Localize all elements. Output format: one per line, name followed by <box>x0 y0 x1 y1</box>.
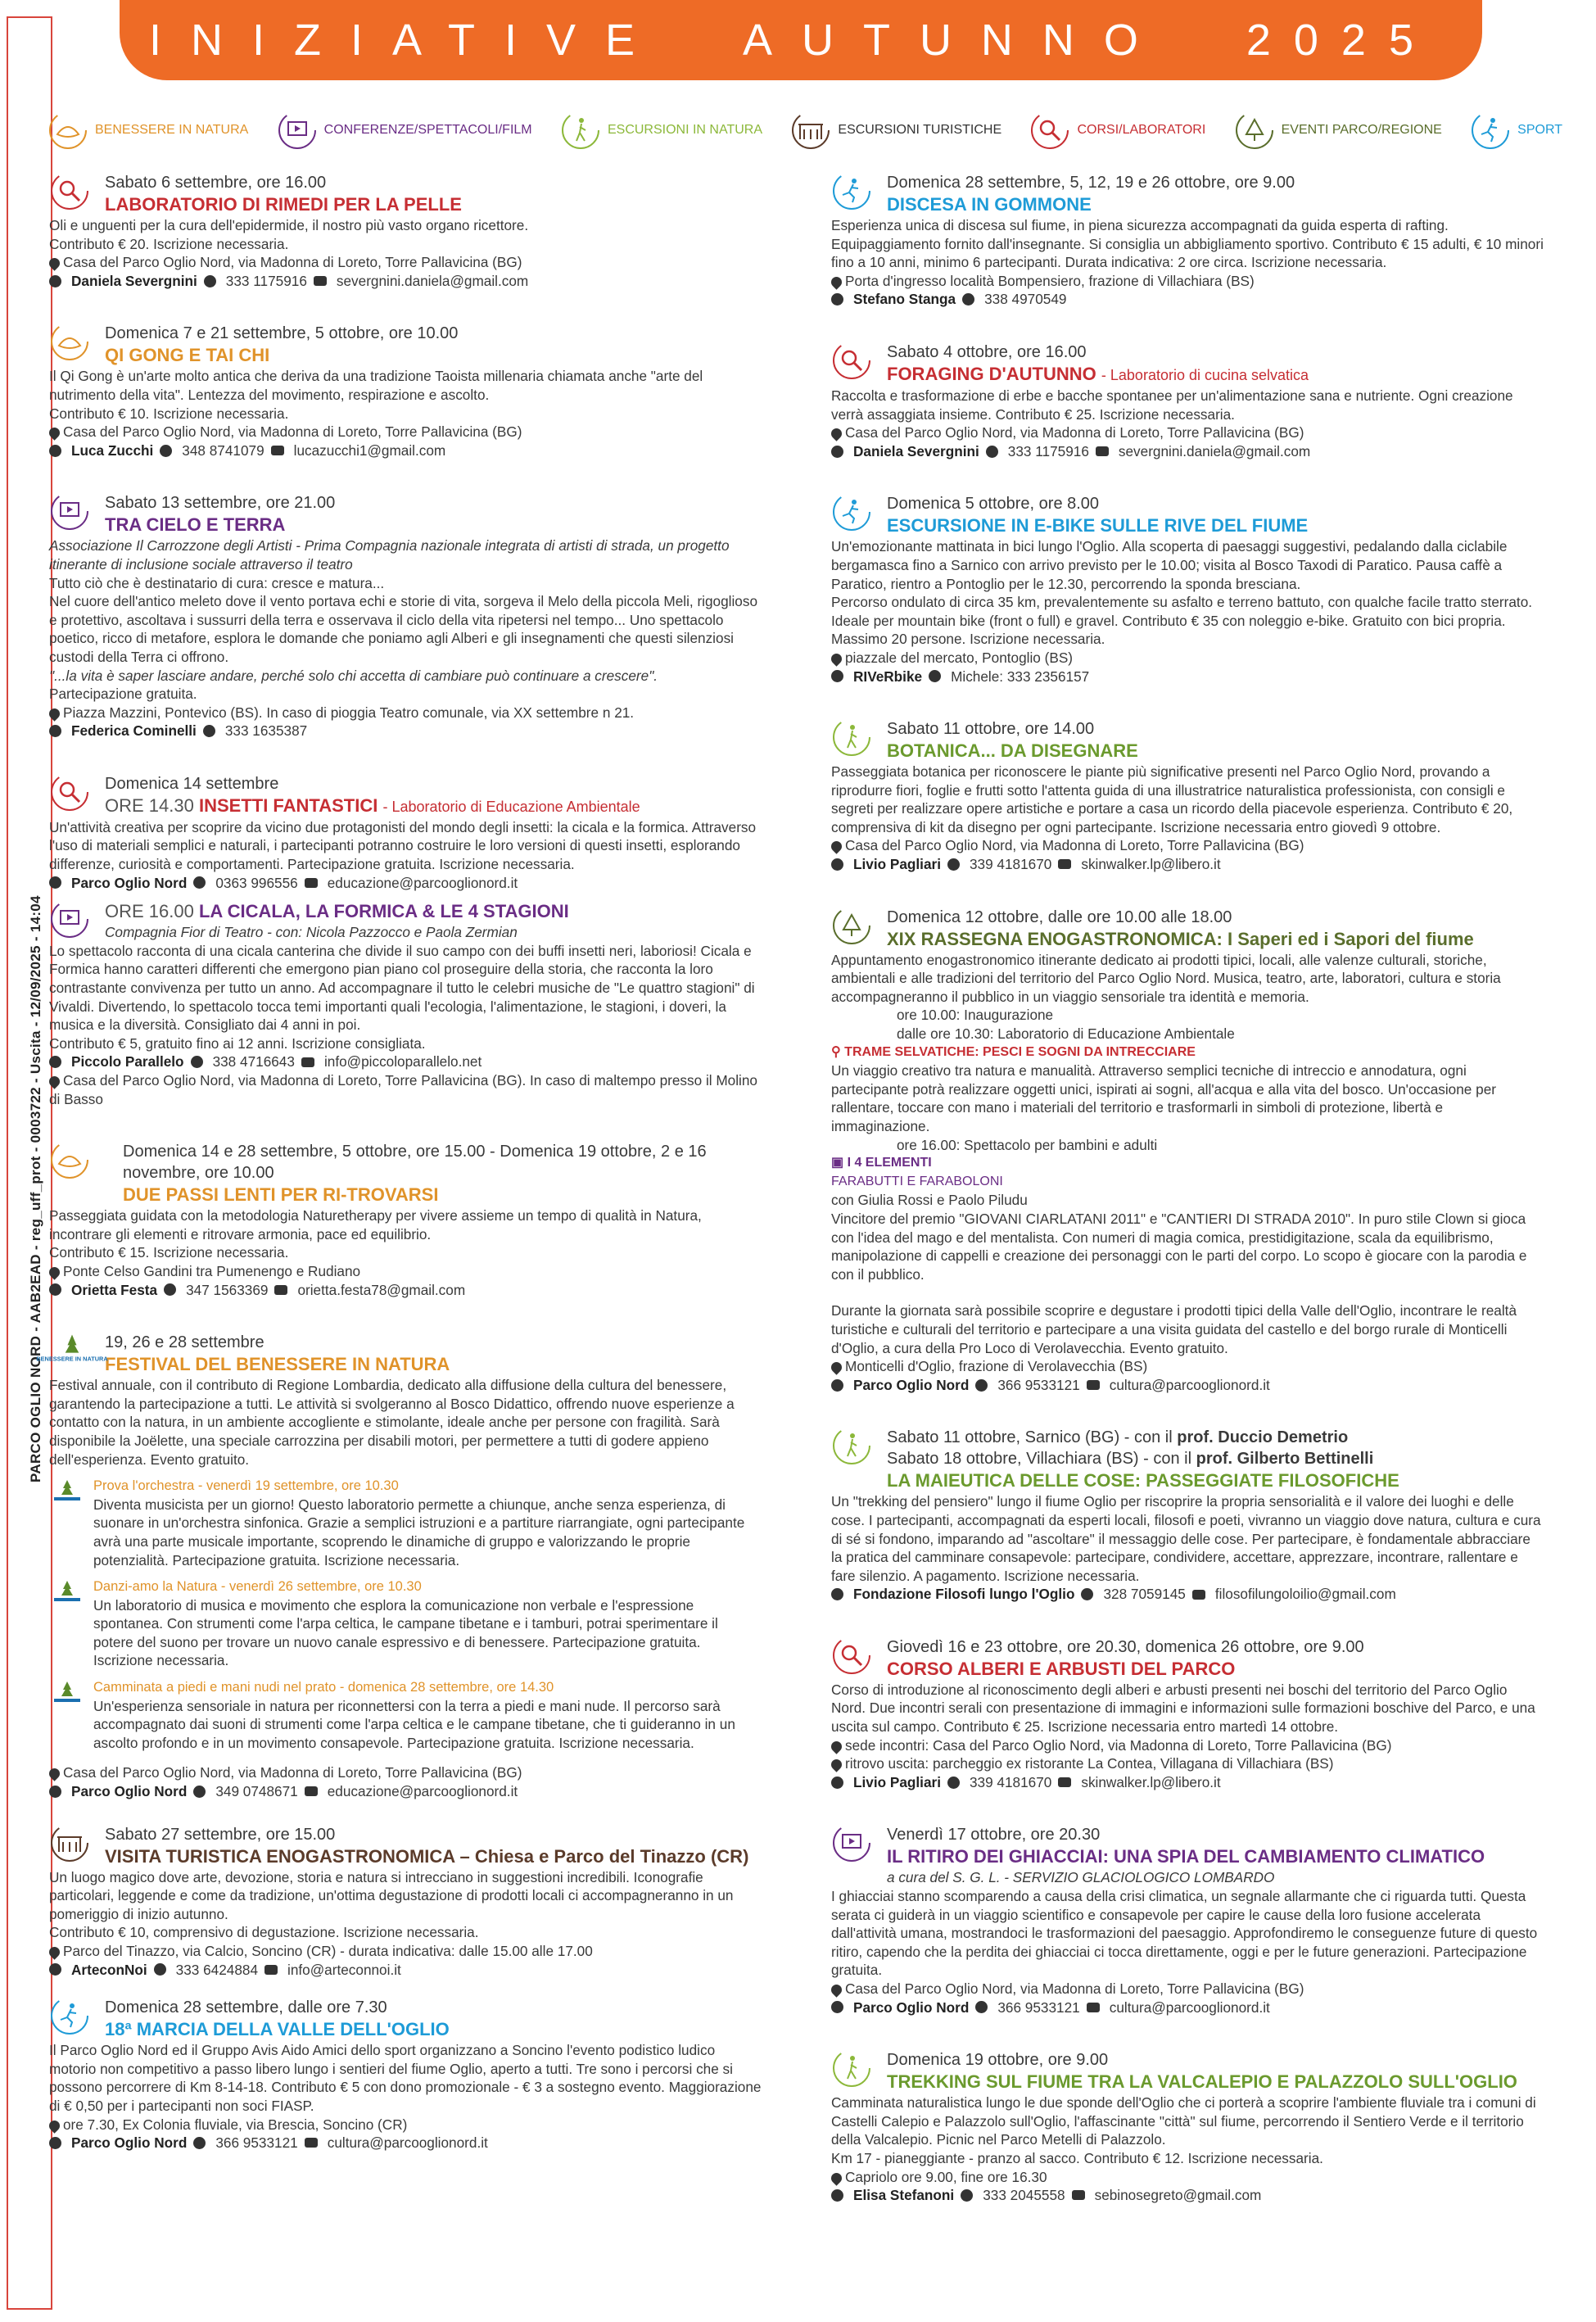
event-botanica <box>831 718 1544 874</box>
contact-email[interactable]: skinwalker.lp@libero.it <box>1081 856 1221 873</box>
contact-phone: 333 1175916 <box>1007 442 1089 459</box>
event-text: Il Parco Oglio Nord ed il Gruppo Avis Aido Amici dello sport organizzano a Soncino l'evento podistico ludico motorio non competitivo a passo libero lungo i sentieri del fiume Oglio, aperto a tutti. Tre sono i percorsi che si possono percorrere di Km 8-14-18. Contributo € 5 con dono promozionale - € 3 a sostegno evento. Maggiorazione di € 0,50 per i partecipanti non soci FIASP. <box>49 2042 762 2114</box>
event-date: Domenica 19 ottobre, ore 9.00 <box>887 2051 1109 2070</box>
event-title: LA MAIEUTICA DELLE COSE: PASSEGGIATE FILOSOFICHE <box>887 1470 1399 1491</box>
event-text: Appuntamento enogastronomico itinerante dedicato ai prodotti tipici, locali, alle valenze culturali, storiche, ambientali e alle tradizioni del territorio del Parco Oglio Nord. Musica, teatro, arte, laboratori, cultura e storia accompagneranno il pubblico in un viaggio sensoriale tra identità e memoria. <box>831 951 1501 1005</box>
event-date: Domenica 28 settembre, dalle ore 7.30 <box>105 1998 387 2017</box>
event-tra-cielo-terra <box>49 492 762 740</box>
projector-icon: ▣ <box>831 1156 848 1170</box>
sub-event-title: Prova l'orchestra - venerdì 19 settembre, ore 10.30 <box>93 1478 399 1494</box>
info-icon <box>49 1283 61 1296</box>
sub-event-title: ▣ I 4 ELEMENTI <box>831 1156 932 1170</box>
contact-phone: 328 7059145 <box>1103 1586 1186 1603</box>
contact-email[interactable]: sebinosegreto@gmail.com <box>1094 2187 1262 2204</box>
info-icon <box>831 293 843 306</box>
svg-text:BENESSERE IN NATURA: BENESSERE IN NATURA <box>36 1355 108 1363</box>
pin-icon <box>47 1265 61 1279</box>
tree-icon <box>1234 110 1275 151</box>
festival-logo <box>49 1579 85 1605</box>
phone-icon <box>975 2001 988 2013</box>
event-date: Domenica 12 ottobre, dalle ore 10.00 alle 18.00 <box>887 908 1232 926</box>
pin-icon <box>829 426 843 441</box>
right-column <box>831 172 1544 2205</box>
mail-icon <box>1058 859 1071 869</box>
event-date: Domenica 5 ottobre, ore 8.00 <box>887 495 1100 514</box>
contact-email[interactable]: skinwalker.lp@libero.it <box>1081 1773 1221 1790</box>
phone-icon <box>203 725 215 737</box>
lotus-icon <box>49 1139 90 1180</box>
event-place: Parco del Tinazzo, via Calcio, Soncino (CR) - durata indicativa: dalle 15.00 alle 17.00 <box>49 1942 762 1961</box>
event-quote: "...la vita è saper lasciare andare, perché solo chi accetta di cambiare può continuare a crescere". <box>49 667 658 684</box>
contact-phone: 339 4181670 <box>969 1773 1052 1790</box>
event-date: Sabato 13 settembre, ore 21.00 <box>105 494 336 513</box>
phone-icon <box>193 1786 206 1798</box>
legend-item <box>1234 110 1442 151</box>
contact-row: Luca Zucchi 348 8741079 lucazucchi1@gmail.com <box>49 441 762 460</box>
runner-icon <box>49 1995 90 2036</box>
pin-icon <box>829 274 843 289</box>
phone-icon <box>164 1283 176 1296</box>
event-text: Contributo € 20. Iscrizione necessaria. <box>49 235 289 252</box>
contact-row: Daniela Severgnini 333 1175916 severgnini.daniela@gmail.com <box>831 442 1544 461</box>
event-title: TREKKING SUL FIUME TRA LA VALCALEPIO E PALAZZOLO SULL'OGLIO <box>887 2071 1517 2093</box>
legend-item <box>560 110 762 151</box>
event-text: Percorso ondulato di circa 35 km, prevalentemente su asfalto e terreno battuto, con qualche facile tratto sterrato. Ideale per mountain bike (front o full) e gravel. Contributo € 35 con noleggio e-bike. Gratuito con bici propria. Massimo 20 persone. Iscrizione necessaria. <box>831 594 1533 648</box>
festival-logo <box>49 1478 85 1505</box>
contact-email[interactable]: severgnini.daniela@gmail.com <box>1118 442 1311 459</box>
event-text: Contributo € 5, gratuito fino ai 12 anni. Iscrizione consigliata. <box>49 1034 426 1052</box>
event-due-passi-lenti <box>49 1141 762 1299</box>
schedule-item: ore 10.00: Inaugurazione <box>897 1007 1054 1024</box>
event-text: Festival annuale, con il contributo di Regione Lombardia, dedicato alla diffusione della cultura del benessere, garantendo la partecipazione a tutti. Le attività si svolgeranno al Bosco Didattico, offrendo nuove esperienze a contatto con la natura, in un ambiente accogliente e stimolante, ideale anche per persone con fragilità. Sarà disponibile la Joëlette, una speciale carrozzina per disabili motori, per permettere a tutti di godere appieno dell'esperienza. Evento gratuito. <box>49 1377 735 1468</box>
phone-icon <box>929 670 941 682</box>
sub-event-title: ⚲ TRAME SELVATICHE: PESCI E SOGNI DA INTRECCIARE <box>831 1044 1196 1059</box>
header-word-1: INIZIATIVE <box>149 16 665 65</box>
magnifier-icon <box>1029 110 1070 151</box>
contact-phone: 366 9533121 <box>997 1998 1080 2016</box>
contact-phone: 338 4716643 <box>212 1053 295 1070</box>
tree-icon <box>831 905 872 946</box>
contact-row: Orietta Festa 347 1563369 orietta.festa78@gmail.com <box>49 1281 762 1300</box>
event-date: Sabato 4 ottobre, ore 16.00 <box>887 342 1087 361</box>
event-text: Partecipazione gratuita. <box>49 686 197 703</box>
legend-label: EVENTI PARCO/REGIONE <box>1281 123 1442 137</box>
mail-icon <box>314 276 327 286</box>
hiker-icon <box>831 1425 872 1466</box>
lotus-icon <box>47 110 88 151</box>
festival-logo <box>36 1330 108 1368</box>
phone-icon <box>193 876 206 889</box>
info-icon <box>831 1777 843 1789</box>
legend-item <box>277 110 532 151</box>
event-qi-gong <box>49 323 762 459</box>
hiker-icon <box>831 717 872 758</box>
event-text: Un "trekking del pensiero" lungo il fiume Oglio per riscoprire la propria sensorialità e il valore dei luoghi e delle cose. I partecipanti, accompagnati da esperti locali, filosofi e poeti, vivranno un viaggio dove natura, cultura e cura di sé si fondono, imparando ad "ascoltare" il messaggio delle cose. Per partecipare, è fondamentale abbracciare la pratica del camminare consapevole: partecipare, condividere, accettare, apprezzare, incontrare, rallentare e fare silenzio. A pagamento. Iscrizione necessaria. <box>831 1493 1541 1584</box>
mail-icon <box>1087 1380 1100 1390</box>
event-title: QI GONG E TAI CHI <box>105 345 270 366</box>
event-place: Casa del Parco Oglio Nord, via Madonna di Loreto, Torre Pallavicina (BG). In caso di maltempo presso il Molino di Basso <box>49 1071 762 1108</box>
magnifier-icon: ⚲ <box>831 1044 845 1059</box>
pin-icon <box>47 425 61 440</box>
contact-row: Elisa Stefanoni 333 2045558 sebinosegreto@gmail.com <box>831 2186 1544 2205</box>
contact-email[interactable]: educazione@parcooglionord.it <box>327 874 518 891</box>
event-organizer: a cura del S. G. L. - SERVIZIO GLACIOLOGICO LOMBARDO <box>887 1869 1275 1886</box>
event-ritiro-ghiacciai <box>831 1824 1544 2016</box>
sub-event-title: Danzi-amo la Natura - venerdì 26 settembre, ore 10.30 <box>93 1579 422 1595</box>
event-rimedi-pelle <box>49 172 762 290</box>
pin-icon <box>829 1360 843 1374</box>
event-title: 18ª MARCIA DELLA VALLE DELL'OGLIO <box>105 2019 450 2040</box>
contact-row: Parco Oglio Nord 366 9533121 cultura@parcooglionord.it <box>831 1376 1544 1395</box>
sub-event-company: FARABUTTI E FARABOLONI <box>831 1174 1003 1188</box>
phone-icon <box>154 1963 166 1976</box>
magnifier-icon <box>49 170 90 211</box>
contact-row: RIVeRbike Michele: 333 2356157 <box>831 668 1544 686</box>
hiker-icon <box>831 2048 872 2089</box>
runner-icon <box>831 491 872 532</box>
mail-icon <box>271 446 284 455</box>
event-title: CORSO ALBERI E ARBUSTI DEL PARCO <box>887 1658 1236 1679</box>
info-icon <box>831 2189 843 2202</box>
info-icon <box>831 446 843 458</box>
protocol-stamp: PARCO OGLIO NORD - AAB2EAD - reg_uff_prot - 0003722 - Uscita - 12/09/2025 - 14:04 <box>28 895 43 1482</box>
schedule-item: dalle ore 10.30: Laboratorio di Educazione Ambientale <box>897 1025 1235 1043</box>
event-place: Ponte Celso Gandini tra Pumenengo e Rudiano <box>49 1262 762 1281</box>
contact-row: Parco Oglio Nord 366 9533121 cultura@parcooglionord.it <box>831 1998 1544 2017</box>
sub-event-title: Camminata a piedi e mani nudi nel prato - domenica 28 settembre, ore 14.30 <box>93 1680 554 1695</box>
event-title: IL RITIRO DEI GHIACCIAI: UNA SPIA DEL CAMBIAMENTO CLIMATICO <box>887 1846 1485 1867</box>
sub-event-text: Diventa musicista per un giorno! Questo laboratorio permette a chiunque, anche senza esperienza, di suonare in un'orchestra sinfonica. Grazie a semplici istruzioni e a partiture riarrangiate, ogni partecipante avrà una parte musicale importante, scoprendo le dinamiche di gruppo e valorizzando le proprie potenzialità. Partecipazione gratuita. Iscrizione necessaria. <box>93 1496 745 1568</box>
event-place: Casa del Parco Oglio Nord, via Madonna di Loreto, Torre Pallavicina (BG) <box>831 836 1544 855</box>
phone-icon <box>191 1056 203 1068</box>
sub-event-text: Vincitore del premio "GIOVANI CIARLATANI 2011" e "CANTIERI DI STRADA 2010". In puro stile Clown si gioca con l'idea del mago e del mentalista. Con numeri di magia comica, prestidigitazione, scala da equilibrismo, manipolazione di cappelli e creazione dei personaggi con le parti del corpo. Lo scopo è giocare con la parodia e con il pubblico. <box>831 1210 1527 1283</box>
contact-phone: 366 9533121 <box>215 2134 298 2152</box>
event-place: sede incontri: Casa del Parco Oglio Nord, via Madonna di Loreto, Torre Pallavicina (BG) <box>831 1736 1544 1755</box>
sub-event-text: Un'esperienza sensoriale in natura per riconnettersi con la terra a piedi e mani nude. Il percorso sarà accompagnato dai suoni di strumenti come l'arpa celtica e le campane tibetane, che ti guideranno in un ascolto profondo e in un movimento consapevole. Partecipazione gratuita. Iscrizione necessaria. <box>93 1697 735 1751</box>
festival-sub-event <box>74 1678 762 1752</box>
lotus-icon <box>49 321 90 362</box>
header-banner <box>120 0 1482 80</box>
event-insetti-fantastici <box>49 773 762 892</box>
contact-phone: 333 1635387 <box>224 722 308 740</box>
festival-sub-event <box>74 1577 762 1670</box>
contact-email[interactable]: severgnini.daniela@gmail.com <box>336 272 529 289</box>
contact-row: Parco Oglio Nord 349 0748671 educazione@parcooglionord.it <box>49 1782 762 1801</box>
contact-phone: Michele: 333 2356157 <box>951 668 1090 685</box>
phone-icon <box>947 1777 960 1789</box>
hiker-icon <box>560 110 601 151</box>
event-place: Casa del Parco Oglio Nord, via Madonna di Loreto, Torre Pallavicina (BG) <box>831 1980 1544 1998</box>
event-place: Casa del Parco Oglio Nord, via Madonna di Loreto, Torre Pallavicina (BG) <box>831 423 1544 442</box>
pin-icon <box>47 256 61 270</box>
info-icon <box>49 1963 61 1976</box>
event-title: VISITA TURISTICA ENOGASTRONOMICA – Chiesa e Parco del Tinazzo (CR) <box>105 1845 749 1867</box>
event-foraging <box>831 342 1544 460</box>
contact-phone: 333 1175916 <box>225 272 307 289</box>
projector-icon <box>49 491 90 532</box>
event-text: Un'attività creativa per scoprire da vicino due protagonisti del mondo degli insetti: la cicala e la formica. Attraverso l'uso di materiali semplici e naturali, i partecipanti potranno costruire le loro versioni di questi insetti, esplorando differenze, curiosità e comportamenti. Partecipazione gratuita. Iscrizione necessaria. <box>49 818 757 873</box>
info-icon <box>49 2137 61 2149</box>
pin-icon <box>829 2170 843 2185</box>
contact-phone: 347 1563369 <box>186 1281 269 1298</box>
event-title: TRA CIELO E TERRA <box>105 514 286 536</box>
contact-email[interactable]: educazione@parcooglionord.it <box>327 1783 518 1800</box>
event-visita-tinazzo <box>49 1824 762 1980</box>
legend-item <box>1029 110 1205 151</box>
event-text: Un luogo magico dove arte, devozione, storia e natura si intrecciano in suggestioni incredibili. Iconografie particolari, leggende e come da tradizione, un'ottima degustazione di prodotti locali ci accompagneranno in un pomeriggio di inizio autunno. <box>49 1868 734 1922</box>
event-place: Piazza Mazzini, Pontevico (BS). In caso di pioggia Teatro comunale, via XX settembre n 21. <box>49 704 762 722</box>
event-text: Contributo € 10, comprensivo di degustazione. Iscrizione necessaria. <box>49 1924 479 1941</box>
contact-row: Parco Oglio Nord 0363 996556 educazione@parcooglionord.it <box>49 874 762 893</box>
pin-icon <box>829 1739 843 1754</box>
contact-row: Stefano Stanga 338 4970549 <box>831 290 1544 309</box>
event-text: Un'emozionante mattinata in bici lungo l'Oglio. Alla scoperta di paesaggi suggestivi, pedalando dalla ciclabile bergamasca fino a Sarnico con arrivo previsto per le 10.00; visita al Bosco Taxodi di Paratico. Pausa caffè a Paratico, rientro a Pontoglio per le 12.30, percorrendo la sponda bresciana. <box>831 538 1508 592</box>
pin-icon <box>47 1767 61 1781</box>
event-text: Esperienza unica di discesa sul fiume, in piena sicurezza accompagnati da guida esperta di rafting. Equipaggiamento fornito dall'insegnante. Si consiglia un abbigliamento sportivo. Contributo € 15 adulti, € 10 minori fino a 10 anni, minimo 6 partecipanti. Durata indicativa: 2 ore circa. Iscrizione necessaria. <box>831 217 1544 271</box>
info-icon <box>831 2001 843 2013</box>
monument-icon <box>49 1822 90 1863</box>
contact-email[interactable]: cultura@parcooglionord.it <box>1109 1998 1270 2016</box>
contact-row: Parco Oglio Nord 366 9533121 cultura@parcooglionord.it <box>49 2134 762 2152</box>
event-date: Domenica 28 settembre, 5, 12, 19 e 26 ottobre, ore 9.00 <box>887 174 1295 192</box>
contact-phone: 338 4970549 <box>984 291 1067 308</box>
magnifier-icon <box>831 340 872 381</box>
event-date: Sabato 18 ottobre, Villachiara (BS) - con il prof. Gilberto Bettinelli <box>887 1450 1374 1469</box>
event-rassegna-enogastronomica <box>831 907 1544 1395</box>
contact-email[interactable]: info@piccoloparallelo.net <box>323 1053 482 1070</box>
festival-sub-event <box>74 1477 762 1569</box>
event-marcia-oglio <box>49 1997 762 2152</box>
magnifier-icon <box>49 772 90 812</box>
event-date: Giovedì 16 e 23 ottobre, ore 20.30, domenica 26 ottobre, ore 9.00 <box>887 1637 1364 1656</box>
contact-email[interactable]: filosofilungoloilio@gmail.com <box>1214 1586 1396 1603</box>
event-date: Domenica 14 settembre <box>105 774 279 793</box>
event-date: 19, 26 e 28 settembre <box>105 1333 264 1352</box>
mail-icon <box>305 2138 318 2148</box>
mail-icon <box>305 1786 318 1796</box>
event-text: Durante la giornata sarà possibile scoprire e degustare i prodotti tipici della Valle dell'Oglio, incontrare le realtà turistiche e culturali del territorio e partecipare a una visita guidata del castello e del borgo rurale di Monticelli d'Oglio, a cura della Pro Loco di Verolavecchia. Evento gratuito. <box>831 1302 1517 1356</box>
info-icon <box>49 876 61 889</box>
event-text: Oli e unguenti per la cura dell'epidermide, il nostro più vasto organo ricettore. <box>49 217 529 233</box>
pin-icon <box>829 1758 843 1772</box>
event-place: Casa del Parco Oglio Nord, via Madonna di Loreto, Torre Pallavicina (BG) <box>49 1763 762 1782</box>
contact-phone: 339 4181670 <box>969 856 1052 873</box>
legend-label: ESCURSIONI TURISTICHE <box>838 123 1002 137</box>
event-text: Passeggiata guidata con la metodologia Naturetherapy per vivere assieme un tempo di qualità in Natura, incontrare gli elementi e ritrovare armonia, pace ed equilibrio. <box>49 1207 702 1242</box>
info-icon <box>831 858 843 871</box>
info-icon <box>49 275 61 287</box>
event-title: ESCURSIONE IN E-BIKE SULLE RIVE DEL FIUME <box>887 515 1309 536</box>
legend-label: CORSI/LABORATORI <box>1077 123 1206 137</box>
legend-item <box>47 110 248 151</box>
category-legend <box>47 102 1562 159</box>
info-icon <box>831 1588 843 1600</box>
pin-icon <box>47 706 61 721</box>
event-title: XIX RASSEGNA ENOGASTRONOMICA: I Saperi ed i Sapori del fiume <box>887 928 1474 949</box>
contact-row: ArteconNoi 333 6424884 info@arteconnoi.it <box>49 1961 762 1980</box>
pin-icon <box>829 651 843 666</box>
event-place: piazzale del mercato, Pontoglio (BS) <box>831 649 1544 668</box>
event-date: Sabato 11 ottobre, Sarnico (BG) - con il prof. Duccio Demetrio <box>887 1428 1349 1447</box>
contact-row: Livio Pagliari 339 4181670 skinwalker.lp@libero.it <box>831 1773 1544 1792</box>
mail-icon <box>1192 1590 1205 1600</box>
event-title: ORE 16.00 LA CICALA, LA FORMICA & LE 4 STAGIONI <box>105 901 569 922</box>
event-title: ORE 14.30 INSETTI FANTASTICI - Laboratorio di Educazione Ambientale <box>105 794 640 816</box>
contact-email[interactable]: lucazucchi1@gmail.com <box>293 441 446 459</box>
mail-icon <box>1058 1777 1071 1787</box>
phone-icon <box>1081 1588 1093 1600</box>
event-text: Il Qi Gong è un'arte molto antica che deriva da una tradizione Taoista millenaria chiamata anche "arte del nutrimento della vita". Lentezza del movimento, respirazione e ascolto. <box>49 368 703 403</box>
event-festival-benessere <box>36 1332 762 1800</box>
mail-icon <box>1096 446 1109 456</box>
event-title: DUE PASSI LENTI PER RI-TROVARSI <box>123 1184 439 1206</box>
phone-icon <box>986 446 998 458</box>
sub-event-text: Un viaggio creativo tra natura e manualità. Attraverso semplici tecniche di intreccio e annodatura, ogni partecipante potrà realizzare oggetti unici, ispirati ai sogni, all'acqua e alla vita del bosco. Un'occasione per rallentare, toccare con mano i materiali del territorio e trasformarli in simboli di protezione, libertà e immaginazione. <box>831 1062 1496 1134</box>
contact-phone: 333 6424884 <box>175 1961 259 1978</box>
pin-icon <box>829 840 843 854</box>
pin-icon <box>47 2118 61 2133</box>
contact-phone: 349 0748671 <box>215 1783 298 1800</box>
phone-icon <box>193 2137 206 2149</box>
contact-row: Fondazione Filosofi lungo l'Oglio 328 7059145 filosofilungoloilio@gmail.com <box>831 1585 1544 1604</box>
event-text: Passeggiata botanica per riconoscere le piante più significative presenti nel Parco Oglio Nord, provando a riprodurre fiori, foglie e frutti sotto l'attenta guida di una illustratrice naturalistica professionista, con consigli e segreti per realizzare opere artistiche e portare a casa un ricordo della piacevole esperienza. Contributo € 20, comprensiva di kit da disegno per ogni partecipante. Iscrizione necessaria entro giovedì 9 ottobre. <box>831 763 1513 835</box>
legend-label: BENESSERE IN NATURA <box>95 123 249 137</box>
event-date: Sabato 11 ottobre, ore 14.00 <box>887 720 1095 739</box>
mail-icon <box>301 1057 314 1067</box>
event-title: BOTANICA... DA DISEGNARE <box>887 740 1138 762</box>
event-place: Monticelli d'Oglio, frazione di Verolavecchia (BS) <box>831 1357 1544 1376</box>
contact-email[interactable]: info@arteconnoi.it <box>287 1961 401 1978</box>
contact-email[interactable]: orietta.festa78@gmail.com <box>297 1281 466 1298</box>
contact-row: Federica Cominelli 333 1635387 <box>49 722 762 740</box>
legend-label: SPORT <box>1517 123 1562 137</box>
mail-icon <box>305 878 318 888</box>
runner-icon <box>1470 110 1511 151</box>
legend-label: CONFERENZE/SPETTACOLI/FILM <box>323 123 532 137</box>
header-word-3: 2025 <box>1246 16 1436 65</box>
event-text: Raccolta e trasformazione di erbe e bacche spontanee per un'alimentazione sana e nutriente. Ogni creazione verrà assaggiata insieme. Contributo € 25. Iscrizione necessaria. <box>831 387 1513 423</box>
contact-row: Daniela Severgnini 333 1175916 severgnini.daniela@gmail.com <box>49 272 762 291</box>
event-place: Capriolo ore 9.00, fine ore 16.30 <box>831 2168 1544 2187</box>
event-place: ritrovo uscita: parcheggio ex ristorante La Contea, Villagana di Villachiara (BS) <box>831 1754 1544 1773</box>
phone-icon <box>962 293 974 306</box>
event-text: Tutto ciò che è destinatario di cura: cresce e matura... <box>49 574 385 591</box>
event-place: Porta d'ingresso località Bompensiero, frazione di Villachiara (BS) <box>831 272 1544 291</box>
info-icon <box>49 1786 61 1798</box>
event-ebike <box>831 493 1544 686</box>
mail-icon <box>274 1285 287 1295</box>
event-text: Lo spettacolo racconta di una cicala canterina che divide il suo campo con dei buffi insetti neri, laboriosi! Cicala e Formica hanno caratteri differenti che emergono pian piano col proseguire della storia, che racconta la loro contrastante convivenza per tutto un anno. Ad accompagnare il tutto le celebri musiche de "Le quattro stagioni" di Vivaldi. Divertendo, lo spettacolo tocca temi importanti quali l'ecologia, l'alimentazione, le stagioni, i doveri, la musica e la diversità. Consigliato dai 4 anni in poi. <box>49 942 755 1034</box>
pin-icon <box>829 1982 843 1997</box>
event-trekking-valcalepio <box>831 2049 1544 2205</box>
event-organizer: Associazione Il Carrozzone degli Artisti - Prima Compagnia nazionale integrata di artisti di strada, un progetto itinerante di inclusione sociale attraverso il teatro <box>49 537 730 573</box>
event-title: DISCESA IN GOMMONE <box>887 194 1092 215</box>
event-text: I ghiacciai stanno scomparendo a causa della crisi climatica, un segnale allarmante che ci riguarda tutti. Questa serata ci guiderà in un viaggio scientifico e consapevole per capire le cause della loro fusione accelerata dall'attività umana, mostrandoci le trasformazioni del paesaggio. Approfondiremo le conseguenze future di questo ritiro, capendo che la perdita dei ghiacciai ci tocca direttamente, oggi e per le future generazioni. Partecipazione gratuita. <box>831 1888 1538 1979</box>
contact-email[interactable]: cultura@parcooglionord.it <box>1109 1376 1270 1393</box>
legend-label: ESCURSIONI IN NATURA <box>607 123 763 137</box>
info-icon <box>49 445 61 457</box>
event-corso-alberi <box>831 1636 1544 1792</box>
legend-item <box>790 110 1001 151</box>
left-column <box>36 172 762 2152</box>
event-text: Corso di introduzione al riconoscimento degli alberi e arbusti presenti nei boschi del territorio del Parco Oglio Nord. Due incontri serali con presentazione di immagini e informazioni sulle formazioni boschive del Parco, e una uscita sul campo. Contributo € 25. Iscrizione necessaria entro martedì 14 ottobre. <box>831 1681 1535 1736</box>
festival-logo <box>49 1680 85 1706</box>
event-date: Domenica 14 e 28 settembre, 5 ottobre, ore 15.00 - Domenica 19 ottobre, 2 e 16 novembre, ore 10.00 <box>123 1143 707 1183</box>
mail-icon <box>264 1965 278 1975</box>
mail-icon <box>1072 2190 1085 2200</box>
contact-phone: 366 9533121 <box>997 1376 1080 1393</box>
phone-icon <box>961 2189 973 2202</box>
event-date: Venerdì 17 ottobre, ore 20.30 <box>887 1826 1101 1844</box>
event-text: Contributo € 10. Iscrizione necessaria. <box>49 405 289 422</box>
event-title: FESTIVAL DEL BENESSERE IN NATURA <box>105 1354 450 1375</box>
contact-phone: 0363 996556 <box>215 874 298 891</box>
phone-icon <box>975 1379 988 1392</box>
contact-phone: 348 8741079 <box>182 441 264 459</box>
sub-event-text: Un laboratorio di musica e movimento che esplora la comunicazione non verbale e l'espressione spontanea. Con strumenti come l'arpa celtica, le campane tibetane e i tamburi, potrai sperimentare il potere del suono per trovare un nuovo canale espressivo e di benessere. Partecipazione gratuita. Iscrizione necessaria. <box>93 1596 718 1669</box>
event-organizer: Compagnia Fior di Teatro - con: Nicola Pazzocco e Paola Zermian <box>105 924 518 941</box>
contact-row: Piccolo Parallelo 338 4716643 info@piccoloparallelo.net <box>49 1052 762 1071</box>
event-date: Sabato 6 settembre, ore 16.00 <box>105 174 327 192</box>
runner-icon <box>831 170 872 211</box>
schedule-item: ore 16.00: Spettacolo per bambini e adulti <box>897 1136 1158 1153</box>
event-title: LABORATORIO DI RIMEDI PER LA PELLE <box>105 194 462 215</box>
contact-row: Livio Pagliari 339 4181670 skinwalker.lp@libero.it <box>831 855 1544 874</box>
legend-item <box>1470 110 1562 151</box>
monument-icon <box>790 110 831 151</box>
projector-icon <box>49 898 90 939</box>
event-title: FORAGING D'AUTUNNO - Laboratorio di cucina selvatica <box>887 363 1309 384</box>
event-place: Casa del Parco Oglio Nord, via Madonna di Loreto, Torre Pallavicina (BG) <box>49 423 762 441</box>
event-discesa-gommone <box>831 172 1544 309</box>
sub-event-cast: con Giulia Rossi e Paolo Piludu <box>831 1192 1028 1209</box>
event-maieutica <box>831 1427 1544 1604</box>
info-icon <box>831 670 843 682</box>
contact-email[interactable]: cultura@parcooglionord.it <box>327 2134 488 2152</box>
event-place: Casa del Parco Oglio Nord, via Madonna di Loreto, Torre Pallavicina (BG) <box>49 253 762 272</box>
projector-icon <box>277 110 318 151</box>
header-word-2: AUTUNNO <box>742 16 1168 65</box>
event-text: Nel cuore dell'antico meleto dove il vento portava echi e storie di vita, sorgeva il Melo della piccola Meli, rigoglioso e protettivo, ascoltava i sussurri della terra e osservava il ciclo della vita ripetersi nel tempo... Uno spettacolo poetico, ricco di metafore, esplora le domande che poniamo agli Alberi e gli insegnamenti che questi silenziosi custodi della Terra ci offrono. <box>49 593 758 665</box>
info-icon <box>831 1379 843 1392</box>
event-date: Sabato 27 settembre, ore 15.00 <box>105 1825 336 1844</box>
pin-icon <box>47 1074 61 1089</box>
info-icon <box>49 1056 61 1068</box>
event-text: Contributo € 15. Iscrizione necessaria. <box>49 1244 289 1261</box>
event-date: Domenica 7 e 21 settembre, 5 ottobre, ore 10.00 <box>105 324 459 343</box>
pin-icon <box>47 1944 61 1959</box>
magnifier-icon <box>831 1635 872 1676</box>
projector-icon <box>831 1822 872 1863</box>
event-cicala-formica <box>49 900 762 1108</box>
phone-icon <box>204 275 216 287</box>
info-icon <box>49 725 61 737</box>
phone-icon <box>947 858 960 871</box>
mail-icon <box>1087 2003 1100 2012</box>
event-text: Km 17 - pianeggiante - pranzo al sacco. Contributo € 12. Iscrizione necessaria. <box>831 2149 1323 2166</box>
contact-phone: 333 2045558 <box>983 2187 1065 2204</box>
event-text: Camminata naturalistica lungo le due sponde dell'Oglio che ci porterà a scoprire l'ambiente fluviale tra i comuni di Castelli Calepio e Palazzolo sull'Oglio, l'affascinante "città" sul fiume, percorrendo il Sentiero Verde e il territorio della Valcalepio. Picnic nel Parco Metelli di Palazzolo. <box>831 2094 1536 2148</box>
phone-icon <box>160 445 172 457</box>
event-place: ore 7.30, Ex Colonia fluviale, via Brescia, Soncino (CR) <box>49 2116 762 2134</box>
